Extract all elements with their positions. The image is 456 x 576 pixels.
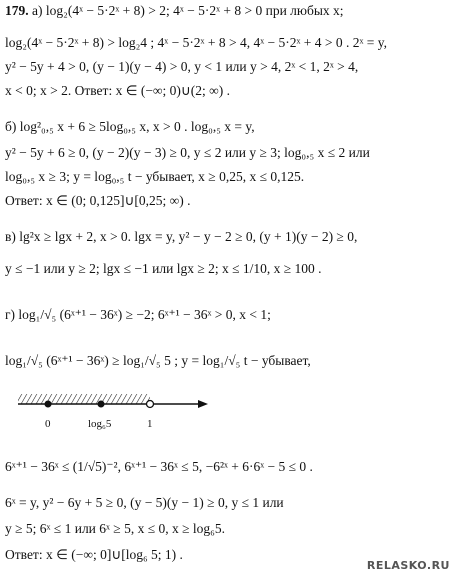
point-one-open bbox=[147, 401, 154, 408]
problem-a-line-1 bbox=[5, 2, 451, 20]
problem-number: 179. bbox=[5, 3, 29, 18]
problem-v-line-2: y ≤ −1 или y ≥ 2; lgx ≤ −1 или lgx ≥ 2; x ≤ 1/10, x ≥ 100 . bbox=[5, 261, 322, 276]
problem-g-line-5: y ≥ 5; 6ˣ ≤ 1 или 6ˣ ≥ 5, x ≤ 0, x ≥ log₆5. bbox=[5, 521, 225, 536]
problem-b-line-1: б) log²₀,₅ x + 6 ≥ 5log₀,₅ x, x > 0 . log₀,₅ x = y, bbox=[5, 119, 255, 134]
problem-g-line-1: г) log₁/√₅ (6ˣ⁺¹ − 36ˣ) ≥ −2; 6ˣ⁺¹ − 36ˣ > 0, x < 1; bbox=[5, 307, 271, 322]
problem-b-line-3: log₀,₅ x ≥ 3; y = log₀,₅ t − убывает, x ≥ 0,25, x ≤ 0,125. bbox=[5, 169, 305, 184]
problem-a-text-1: а) log₂(4ˣ − 5·2ˣ + 8) > 2; 4ˣ − 5·2ˣ + 8 > 0 при любых x; bbox=[32, 3, 344, 18]
axis-label-zero: 0 bbox=[45, 418, 51, 430]
number-line bbox=[0, 388, 456, 438]
problem-g-line-2: log₁/√₅ (6ˣ⁺¹ − 36ˣ) ≥ log₁/√₅ 5 ; y = log₁/√₅ t − убывает, bbox=[5, 353, 311, 368]
problem-a-answer: x < 0; x > 2. Ответ: x ∈ (−∞; 0)∪(2; ∞) . bbox=[5, 83, 231, 98]
axis-label-one: 1 bbox=[147, 418, 153, 430]
hatched-region bbox=[18, 394, 150, 404]
problem-g-line-3: 6ˣ⁺¹ − 36ˣ ≤ (1/√5)⁻², 6ˣ⁺¹ − 36ˣ ≤ 5, −6²ˣ + 6·6ˣ − 5 ≤ 0 . bbox=[5, 459, 313, 474]
problem-g-line-4: 6ˣ = y, y² − 6y + 5 ≥ 0, (y − 5)(y − 1) ≥ 0, y ≤ 1 или bbox=[5, 495, 284, 510]
problem-a-line-3: y² − 5y + 4 > 0, (y − 1)(y − 4) > 0, y < 1 или y > 4, 2ˣ < 1, 2ˣ > 4, bbox=[5, 59, 359, 74]
problem-a-line-2: log₂(4ˣ − 5·2ˣ + 8) > log₂4 ; 4ˣ − 5·2ˣ + 8 > 4, 4ˣ − 5·2ˣ + 4 > 0 . 2ˣ = y, bbox=[5, 35, 387, 50]
problem-g-answer: Ответ: x ∈ (−∞; 0]∪[log₆ 5; 1) . bbox=[5, 547, 183, 562]
point-zero bbox=[45, 401, 52, 408]
problem-b-line-2: y² − 5y + 6 ≥ 0, (y − 2)(y − 3) ≥ 0, y ≤ 2 или y ≥ 3; log₀,₅ x ≤ 2 или bbox=[5, 145, 370, 160]
problem-b-answer: Ответ: x ∈ (0; 0,125]∪[0,25; ∞) . bbox=[5, 193, 191, 208]
point-log6-5 bbox=[98, 401, 105, 408]
axis-arrow-icon bbox=[198, 400, 208, 408]
watermark-logo: RELASKO.RU bbox=[366, 559, 450, 572]
number-line-svg bbox=[0, 388, 456, 438]
axis-label-log6-5: log₆5 bbox=[88, 418, 112, 430]
problem-v-line-1: в) lg²x ≥ lgx + 2, x > 0. lgx = y, y² − y − 2 ≥ 0, (y + 1)(y − 2) ≥ 0, bbox=[5, 229, 358, 244]
